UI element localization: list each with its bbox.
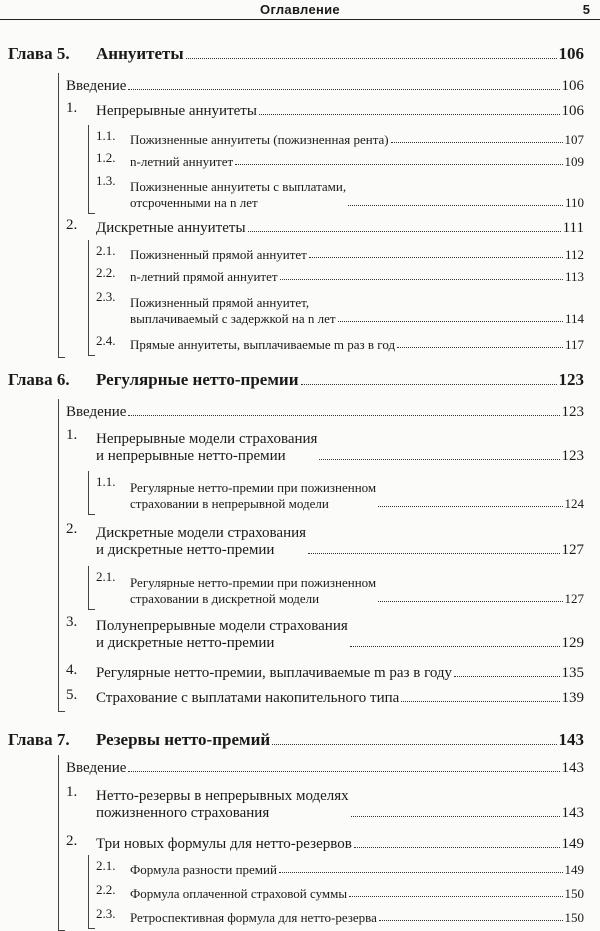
section-bracket (88, 125, 95, 214)
subsection-entry-line (130, 195, 346, 211)
dot-leader (319, 459, 559, 460)
subsection-entry-body (130, 179, 584, 211)
subsection-entry-line (130, 591, 376, 607)
section-entry-number: 4. (66, 662, 78, 678)
chapter-label: Глава 6. (8, 370, 70, 389)
section-entry-line (96, 220, 246, 237)
dot-leader (128, 771, 559, 772)
section-entry-page: 143 (561, 805, 584, 821)
section-entry-page: 123 (561, 448, 584, 464)
section-entry-page: 149 (561, 836, 584, 852)
intro-entry[interactable] (66, 75, 584, 95)
section-entry-title: Дискретные модели страхования (96, 525, 307, 541)
subsection-entry-line (130, 886, 347, 902)
subsection-entry-body (130, 269, 584, 285)
subsection-entry-page: 109 (564, 154, 584, 169)
section-entry-lines (96, 618, 348, 652)
subsection-entry[interactable] (96, 128, 584, 148)
section-entry[interactable] (66, 687, 584, 707)
dot-leader (454, 676, 559, 677)
section-entry-line (96, 788, 349, 805)
subsection-entry-lines (130, 886, 347, 902)
subsection-entry-title: Прямые аннуитеты, выплачиваемые m раз в год (130, 337, 396, 352)
subsection-entry-line (130, 575, 376, 591)
chapter-body (8, 44, 584, 64)
subsection-entry-number: 2.3. (96, 289, 116, 304)
section-entry-line (96, 431, 317, 448)
chapter-heading[interactable] (8, 730, 584, 750)
dot-leader (351, 816, 560, 817)
section-entry-line (96, 542, 306, 559)
subsection-entry-lines (130, 295, 336, 327)
subsection-entry-page: 113 (564, 269, 584, 284)
intro-entry-page: 143 (561, 760, 584, 776)
intro-entry-page: 123 (561, 404, 584, 420)
subsection-entry-lines (130, 480, 376, 512)
section-entry-line (96, 690, 399, 707)
section-entry-number: 1. (66, 427, 78, 443)
subsection-entry-line (130, 132, 389, 148)
subsection-entry-number: 2.1. (96, 569, 116, 584)
section-entry-lines (96, 836, 352, 853)
dot-leader (301, 384, 557, 385)
subsection-entry-line (130, 295, 336, 311)
subsection-entry-lines (130, 247, 307, 263)
section-entry-title: и дискретные нетто-премии (96, 542, 275, 558)
subsection-entry[interactable] (96, 265, 584, 285)
subsection-entry-lines (130, 575, 376, 607)
section-entry-title: и дискретные нетто-премии (96, 635, 275, 651)
section-entry-title: пожизненного страхования (96, 805, 270, 821)
subsection-entry-line (130, 179, 346, 195)
subsection-entry[interactable] (96, 569, 584, 607)
section-entry-body (96, 525, 584, 559)
dot-leader (348, 205, 563, 206)
section-entry-number: 2. (66, 217, 78, 233)
subsection-entry[interactable] (96, 173, 584, 211)
subsection-entry[interactable] (96, 858, 584, 878)
intro-entry[interactable] (66, 401, 584, 421)
section-entry[interactable] (66, 427, 584, 465)
chapter-body (8, 730, 584, 750)
section-entry-number: 5. (66, 687, 78, 703)
chapter-heading[interactable] (8, 370, 584, 390)
subsection-entry[interactable] (96, 906, 584, 926)
subsection-entry-title: страховании в дискретной модели (130, 591, 320, 606)
dot-leader (308, 553, 559, 554)
section-entry-title: Страхование с выплатами накопительного типа (96, 690, 400, 706)
subsection-entry-page: 107 (564, 132, 584, 147)
dot-leader (279, 872, 563, 873)
subsection-entry-line (130, 154, 233, 170)
subsection-entry-lines (130, 862, 277, 878)
subsection-entry[interactable] (96, 474, 584, 512)
dot-leader (349, 896, 562, 897)
page-number: 5 (582, 2, 590, 17)
section-entry-body (96, 665, 584, 682)
subsection-entry-page: 150 (564, 910, 584, 925)
subsection-entry-title: n-летний аннуитет (130, 154, 234, 169)
subsection-entry-body (130, 132, 584, 148)
intro-entry-title: Введение (66, 404, 127, 420)
chapter-page: 106 (558, 44, 584, 63)
chapter-label: Глава 7. (8, 730, 70, 749)
subsection-entry-number: 2.1. (96, 243, 116, 258)
subsection-entry-title: страховании в непрерывной модели (130, 496, 329, 511)
intro-entry-title: Введение (66, 78, 127, 94)
chapter-page: 123 (558, 370, 584, 389)
section-entry-line (96, 635, 348, 652)
subsection-entry-page: 112 (564, 247, 584, 262)
section-entry-number: 2. (66, 833, 78, 849)
dot-leader (309, 257, 563, 258)
page-header (0, 0, 600, 22)
subsection-entry-title: Пожизненные аннуитеты с выплатами, (130, 179, 347, 194)
chapter-bracket (58, 399, 65, 712)
subsection-entry-body (130, 910, 584, 926)
subsection-entry-body (130, 575, 584, 607)
subsection-entry-number: 1.2. (96, 150, 116, 165)
chapter-title: Аннуитеты (96, 44, 184, 63)
section-entry-body (96, 431, 584, 465)
section-entry-title: Три новых формулы для нетто-резервов (96, 836, 352, 852)
header-rule (0, 19, 600, 20)
subsection-entry-body (130, 480, 584, 512)
section-entry-lines (96, 665, 452, 682)
chapter-page: 143 (558, 730, 584, 749)
section-entry[interactable] (66, 614, 584, 652)
subsection-entry-line (130, 480, 376, 496)
subsection-entry-number: 1.1. (96, 128, 116, 143)
subsection-entry-title: отсроченными на n лет (130, 195, 258, 210)
section-entry[interactable] (66, 662, 584, 682)
section-entry-line (96, 836, 352, 853)
subsection-entry-number: 2.3. (96, 906, 116, 921)
section-entry-body (96, 836, 584, 853)
subsection-entry-body (130, 295, 584, 327)
dot-leader (186, 58, 557, 59)
chapter-bracket (58, 73, 65, 358)
running-title: Оглавление (260, 2, 340, 17)
subsection-entry-page: 150 (564, 886, 584, 901)
section-entry-page: 139 (561, 690, 584, 706)
intro-entry-body (66, 78, 584, 95)
chapter-title: Резервы нетто-премий (96, 730, 271, 749)
dot-leader (235, 164, 562, 165)
subsection-entry-line (130, 247, 307, 263)
chapter-body (8, 370, 584, 390)
section-entry-lines (96, 525, 306, 559)
intro-entry-lines (66, 404, 126, 421)
subsection-entry-lines (130, 154, 233, 170)
section-entry-body (96, 220, 584, 237)
subsection-entry-body (130, 886, 584, 902)
subsection-entry-title: Формула оплаченной страховой суммы (130, 886, 348, 901)
dot-leader (401, 701, 559, 702)
section-entry-title: Полунепрерывные модели страхования (96, 618, 348, 634)
subsection-entry[interactable] (96, 882, 584, 902)
subsection-entry[interactable] (96, 289, 584, 327)
subsection-entry-title: Пожизненный прямой аннуитет (130, 247, 307, 262)
section-entry-title: Непрерывные модели страхования (96, 431, 318, 447)
chapter-label: Глава 5. (8, 44, 70, 63)
subsection-entry-line (130, 496, 376, 512)
subsection-entry-title: Пожизненный прямой аннуитет, (130, 295, 310, 310)
section-entry-line (96, 103, 257, 120)
section-entry[interactable] (66, 521, 584, 559)
subsection-entry-line (130, 862, 277, 878)
dot-leader (354, 847, 560, 848)
subsection-entry-body (130, 337, 584, 353)
section-entry-lines (96, 103, 257, 120)
subsection-entry-number: 1.1. (96, 474, 116, 489)
subsection-entry-number: 2.1. (96, 858, 116, 873)
dot-leader (259, 114, 560, 115)
subsection-entry-number: 1.3. (96, 173, 116, 188)
dot-leader (128, 89, 559, 90)
dot-leader (378, 506, 562, 507)
section-bracket (88, 855, 95, 929)
subsection-entry-number: 2.2. (96, 265, 116, 280)
subsection-entry-line (130, 910, 377, 926)
dot-leader (378, 601, 562, 602)
section-entry-title: Регулярные нетто-премии, выплачиваемые m раз в году (96, 665, 453, 681)
intro-entry-lines (66, 760, 126, 777)
dot-leader (391, 142, 563, 143)
section-bracket (88, 240, 95, 356)
intro-entry-page: 106 (561, 78, 584, 94)
section-entry-number: 2. (66, 521, 78, 537)
subsection-entry-page: 127 (564, 591, 584, 606)
section-entry-body (96, 103, 584, 120)
section-bracket (88, 471, 95, 515)
subsection-entry-title: Регулярные нетто-премии при пожизненном (130, 575, 377, 590)
subsection-entry[interactable] (96, 243, 584, 263)
subsection-entry-number: 2.2. (96, 882, 116, 897)
subsection-entry-number: 2.4. (96, 333, 116, 348)
intro-entry-line (66, 78, 126, 95)
dot-leader (280, 279, 563, 280)
section-entry-body (96, 618, 584, 652)
subsection-entry[interactable] (96, 333, 584, 353)
subsection-entry-line (130, 311, 336, 327)
section-bracket (88, 566, 95, 610)
dot-leader (248, 231, 561, 232)
subsection-entry-page: 149 (564, 862, 584, 877)
subsection-entry-page: 117 (564, 337, 584, 352)
section-entry-line (96, 618, 348, 635)
subsection-entry-lines (130, 337, 395, 353)
subsection-entry-page: 114 (564, 311, 584, 326)
subsection-entry-lines (130, 179, 346, 211)
section-entry-title: Дискретные аннуитеты (96, 220, 246, 236)
subsection-entry-title: выплачиваемый с задержкой на n лет (130, 311, 336, 326)
subsection-entry-body (130, 247, 584, 263)
chapter-title: Регулярные нетто-премии (96, 370, 299, 389)
chapter-heading[interactable] (8, 44, 584, 64)
subsection-entry-lines (130, 132, 389, 148)
section-entry-lines (96, 788, 349, 822)
section-entry-number: 1. (66, 100, 78, 116)
dot-leader (397, 347, 563, 348)
intro-entry-body (66, 404, 584, 421)
dot-leader (128, 415, 559, 416)
subsection-entry-page: 110 (564, 195, 584, 210)
section-entry-body (96, 788, 584, 822)
intro-entry[interactable] (66, 757, 584, 777)
section-entry-lines (96, 431, 317, 465)
intro-entry-lines (66, 78, 126, 95)
section-entry-title: Нетто-резервы в непрерывных моделях (96, 788, 349, 804)
intro-entry-title: Введение (66, 760, 127, 776)
chapter-bracket (58, 755, 65, 931)
section-entry-page: 111 (562, 220, 584, 236)
section-entry-number: 1. (66, 784, 78, 800)
subsection-entry-lines (130, 269, 278, 285)
subsection-entry-title: n-летний прямой аннуитет (130, 269, 278, 284)
subsection-entry-body (130, 154, 584, 170)
subsection-entry-page: 124 (564, 496, 584, 511)
section-entry-line (96, 448, 317, 465)
subsection-entry-body (130, 862, 584, 878)
intro-entry-line (66, 404, 126, 421)
section-entry-page: 135 (561, 665, 584, 681)
subsection-entry[interactable] (96, 150, 584, 170)
subsection-entry-lines (130, 910, 377, 926)
section-entry-line (96, 665, 452, 682)
subsection-entry-title: Формула разности премий (130, 862, 277, 877)
section-entry-title: Непрерывные аннуитеты (96, 103, 257, 119)
section-entry-lines (96, 220, 246, 237)
section-entry-lines (96, 690, 399, 707)
subsection-entry-title: Ретроспективная формула для нетто-резерва (130, 910, 377, 925)
intro-entry-line (66, 760, 126, 777)
dot-leader (379, 920, 563, 921)
section-entry-title: и непрерывные нетто-премии (96, 448, 286, 464)
section-entry-page: 106 (561, 103, 584, 119)
section-entry-line (96, 805, 349, 822)
section-entry-line (96, 525, 306, 542)
intro-entry-body (66, 760, 584, 777)
section-entry[interactable] (66, 833, 584, 853)
section-entry[interactable] (66, 100, 584, 120)
dot-leader (338, 321, 563, 322)
section-entry[interactable] (66, 784, 584, 822)
dot-leader (350, 646, 560, 647)
section-entry-number: 3. (66, 614, 78, 630)
dot-leader (272, 744, 556, 745)
section-entry-body (96, 690, 584, 707)
subsection-entry-title: Регулярные нетто-премии при пожизненном (130, 480, 377, 495)
subsection-entry-line (130, 337, 395, 353)
section-entry-page: 127 (561, 542, 584, 558)
subsection-entry-title: Пожизненные аннуитеты (пожизненная рента) (130, 132, 389, 147)
section-entry-page: 129 (561, 635, 584, 651)
subsection-entry-line (130, 269, 278, 285)
section-entry[interactable] (66, 217, 584, 237)
